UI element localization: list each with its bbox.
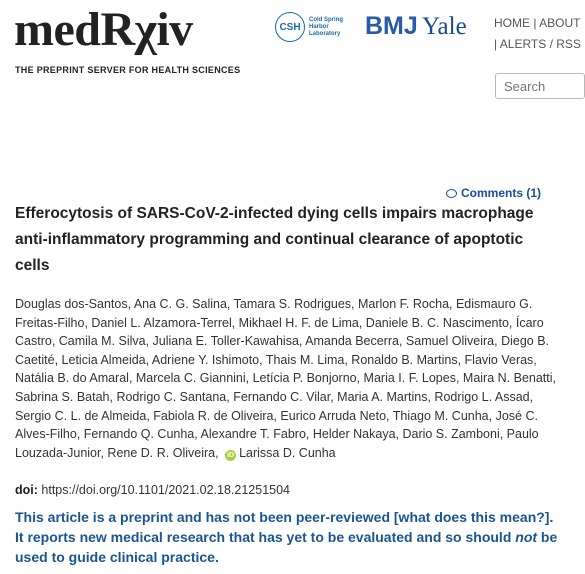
author-list (15, 295, 560, 462)
bmj-logo[interactable]: BMJ (365, 12, 418, 40)
nav-about-link[interactable]: ABOUT (539, 16, 581, 30)
site-tagline: THE PREPRINT SERVER FOR HEALTH SCIENCES (15, 65, 241, 75)
csh-logo[interactable] (275, 12, 349, 42)
preprint-notice (15, 507, 560, 567)
nav-separator: | (530, 16, 540, 30)
article-title: Efferocytosis of SARS-CoV-2-infected dying cells impairs macrophage anti-inflammatory programming and continual clearance of apoptotic cells (15, 205, 534, 274)
notice-text-end: be used to guide clinical practice. (15, 529, 558, 565)
nav-home-link[interactable]: HOME (494, 16, 530, 30)
search-input[interactable] (495, 73, 585, 99)
last-author[interactable]: Larissa D. Cunha (239, 445, 336, 460)
comment-icon (446, 189, 457, 198)
doi-line (15, 483, 290, 497)
orcid-icon[interactable]: iD (227, 451, 235, 459)
nav-alerts-link[interactable]: ALERTS / RSS (499, 37, 581, 51)
doi-link[interactable]: https://doi.org/10.1101/2021.02.18.21251504 (41, 483, 290, 497)
top-navigation (494, 13, 581, 55)
comments-link[interactable] (446, 186, 541, 200)
notice-emphasis: not (515, 529, 538, 545)
csh-label: Cold Spring Harbor Laboratory (309, 16, 343, 37)
notice-text: This article is a preprint and has not been peer-reviewed [what does this mean?]. It reports new medical research that has yet to be evaluated and so should (15, 509, 554, 545)
doi-label: doi: (15, 483, 38, 497)
comments-label: Comments (1) (461, 186, 542, 200)
medrxiv-logo[interactable]: medRχiv (14, 3, 193, 56)
yale-logo[interactable]: Yale (422, 13, 467, 40)
csh-badge: CSH (275, 12, 305, 42)
nav-separator: | (494, 37, 500, 51)
authors-text[interactable]: Douglas dos-Santos, Ana C. G. Salina, Tamara S. Rodrigues, Marlon F. Rocha, Edismauro G. Freitas-Filho, Daniel L. Alzamora-Terrel, Mikhael H. F. de Lima, Daniele B. C. Nascimento, Ícaro Castro, Camila M. Silva, Juliana E. Toller-Kawahisa, Amanda Becerra, Samuel Oliveira, Diego B. Caetité, Leticia Almeida, Adriene Y. Ishimoto, Thais M. Lima, Ronaldo B. Martins, Flavio Veras, Natália B. do Amaral, Marcela C. Giannini, Letícia P. Bonjorno, Maria I. F. Lopes, Maira N. Benatti, Sabrina S. Batah, Rodrigo C. Santana, Fernando C. Vilar, Maria A. Martins, Rodrigo L. Assad, Sergio C. L. de Almeida, Fabiola R. de Oliveira, Eurico Arruda Neto, Thiago M. Cunha, José C. Alves-Filho, Fernando Q. Cunha, Alexandre T. Fabro, Helder Nakaya, Dario S. Zamboni, Paulo Louzada-Junior, Rene D. R. Oliveira, (15, 297, 556, 460)
